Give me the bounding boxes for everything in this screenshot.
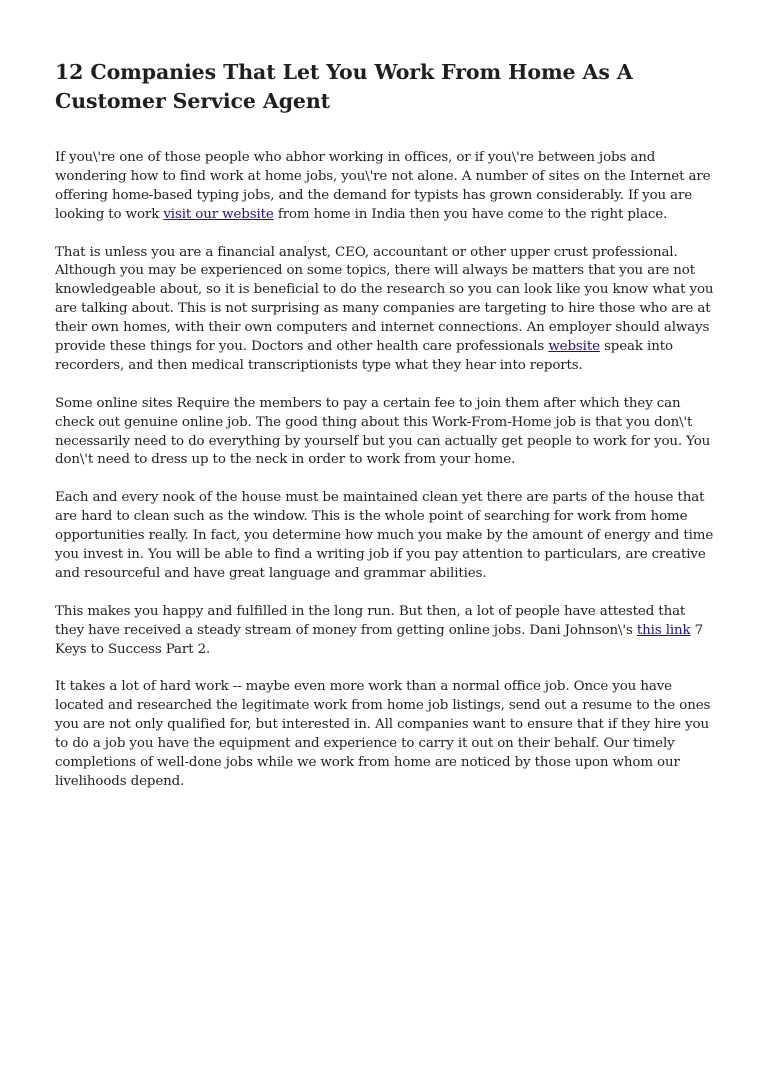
paragraph-2	[55, 244, 715, 376]
paragraph-5-text-start: This makes you happy and fulfilled in the long run. But then, a lot of people have attested that they have received a steady stream of money from getting online jobs. Dani Johnson\'s	[55, 603, 686, 638]
paragraph-6: It takes a lot of hard work -- maybe even more work than a normal office job. Once you have located and researched the legitimate work from home job listings, send out a resume to the ones you are not only qualified for, but interested in. All companies want to ensure that if they hire you to do a job you have the equipment and experience to carry it out on their behalf. Our timely completions of well-done jobs while we work from home are noticed by those upon whom our livelihoods depend.	[55, 679, 711, 789]
visit-our-website-link[interactable]: visit our website	[163, 206, 274, 222]
document-page	[55, 58, 715, 811]
page-title: 12 Companies That Let You Work From Home As A Customer Service Agent	[55, 60, 633, 113]
paragraph-2-text-start: That is unless you are a financial analyst, CEO, accountant or other upper crust professional. Although you may be experienced on some topics, there will always be matters that you are not knowledgeable about, so it is beneficial to do the research so you can look like you know what you are talking about. This is not surprising as many companies are targeting to hire those who are at their own homes, with their own computers and internet connections. An employer should always provide these things for you. Doctors and other health care professionals	[55, 244, 714, 355]
website-link[interactable]: website	[548, 339, 600, 355]
paragraph-1-text-end: from home in India then you have come to the right place.	[273, 206, 668, 222]
paragraph-3: Some online sites Require the members to pay a certain fee to join them after which they can check out genuine online job. The good thing about this Work-From-Home job is that you don\'t necessarily need to do everything by yourself but you can actually get people to work for you. You don\'t need to dress up to the neck in order to work from your home.	[55, 395, 711, 468]
paragraph-1-text-start: If you\'re one of those people who abhor working in offices, or if you\'re between jobs and wondering how to find work at home jobs, you\'re not alone. A number of sites on the Internet are offering home-based typing jobs, and the demand for typists has grown considerably. If you are looking to work	[55, 150, 711, 222]
paragraph-2-text-end: speak into recorders, and then medical transcriptionists type what they hear into reports.	[55, 339, 673, 373]
paragraph-5-text-end: 7 Keys to Success Part 2.	[55, 622, 704, 657]
this-link-link[interactable]: this link	[636, 622, 691, 638]
paragraph-4: Each and every nook of the house must be maintained clean yet there are parts of the house that are hard to clean such as the window. This is the whole point of searching for work from home opportunities really. In fact, you determine how much you make by the amount of energy and time you invest in. You will be able to find a writing job if you pay attention to particulars, are creative and resourceful and have great language and grammar abilities.	[55, 490, 714, 581]
paragraph-1	[55, 149, 715, 225]
paragraph-5	[55, 603, 715, 660]
